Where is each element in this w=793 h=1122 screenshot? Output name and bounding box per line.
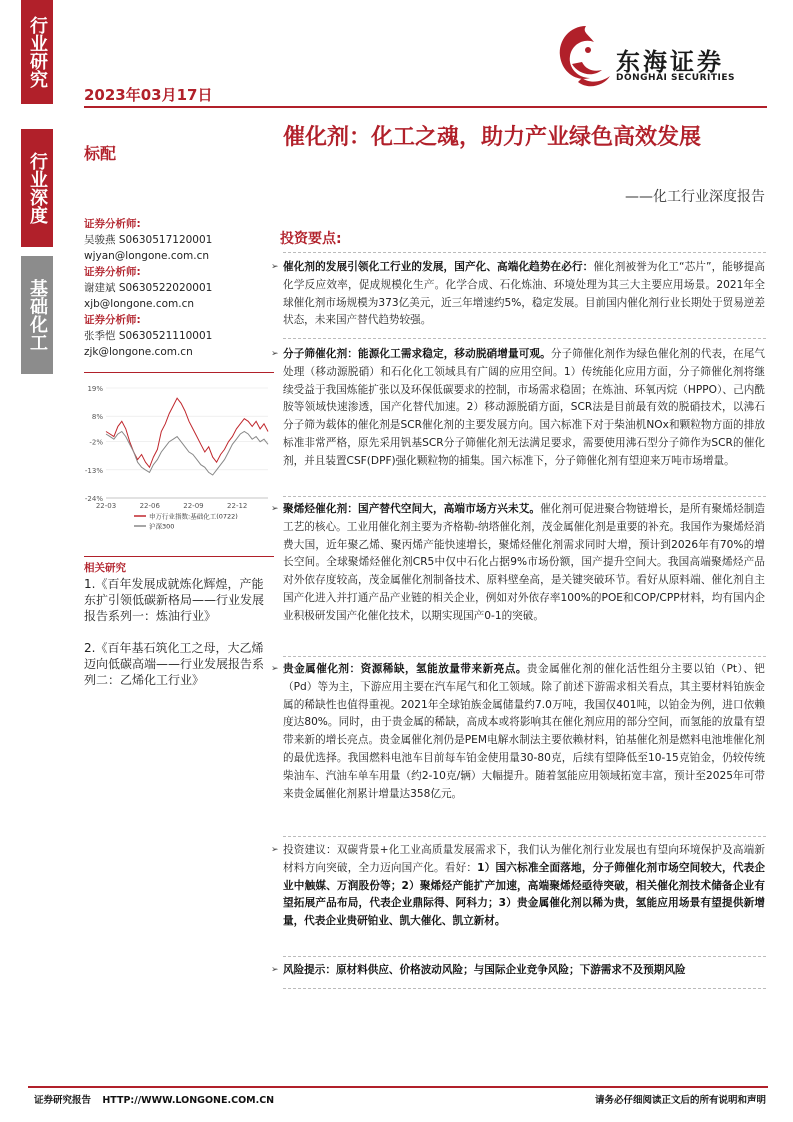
x-tick-label: 22-09 <box>183 502 204 510</box>
divider <box>283 338 766 339</box>
divider <box>283 496 766 497</box>
analyst-email[interactable]: zjk@longone.com.cn <box>84 346 193 358</box>
point-3 <box>271 501 766 626</box>
arrow-icon: ➢ <box>271 262 279 272</box>
footer-url[interactable]: HTTP://WWW.LONGONE.COM.CN <box>102 1095 275 1106</box>
point-body: 贵金属催化剂的催化活性组分主要以铂（Pt）、钯（Pd）等为主，下游应用主要在汽车尾气和化工领域。除了前述下游需求相关看点，其主要材料铂族金属的稀缺性也值得重视。2021年全球铂族金属储量约7.0万吨，我国仅401吨，以铂金为例，进口依赖度达80%。同时，由于贵金属的稀缺，高成本或将影响其在催化剂应用的部分空间，而氢能的放量有望带来新的增长亮点。贵金属催化剂仍是PEM电解水制法主要依赖材料，铂基催化剂是燃料电池堆催化剂的最优选择。我国燃料电池车目前每车铂金使用量30-80克，后续有望降低至10-15克铂金，仍较传统柴油车、汽油车单车用量（约2-10克/辆）大幅提升。随着氢能应用领域拓宽丰富，预计至2025年可带来贵金属催化剂累计增量达358亿元。 <box>283 663 765 800</box>
related-divider <box>84 556 274 557</box>
analyst-email[interactable]: xjb@longone.com.cn <box>84 298 195 310</box>
y-tick-label: 19% <box>87 385 103 393</box>
point-tail: 原材料供应、价格波动风险；与国际企业竞争风险；下游需求不及预期风险 <box>335 964 686 976</box>
analyst-2 <box>84 264 274 312</box>
arrow-icon: ➢ <box>271 349 279 359</box>
analyst-name: 吴骏燕 S0630517120001 <box>84 234 213 246</box>
footer-left <box>34 1092 274 1106</box>
point-tail: 1）国六标准全面落地，分子筛催化剂市场空间较大，代表企业中触媒、万润股份等；2）聚烯烃产能扩产加速，高端聚烯烃亟待突破，相关催化剂技术储备企业有望拓展产品布局，代表企业鼎际得、阿科力；3）贵金属催化剂以稀为贵，氢能应用场景有望提供新增量，代表企业贵研铂业、凯大催化、凯立新材。 <box>283 861 766 928</box>
analyst-label: 证券分析师: <box>84 314 141 326</box>
related-label: 相关研究 <box>84 562 126 574</box>
analyst-3 <box>84 312 274 360</box>
x-tick-label: 22-03 <box>95 502 117 510</box>
divider <box>283 252 766 253</box>
legend-label-1: 申万行业指数:基础化工(0722) <box>149 512 238 521</box>
arrow-icon: ➢ <box>271 965 279 975</box>
point-2 <box>271 346 765 471</box>
arrow-icon: ➢ <box>271 504 279 514</box>
y-tick-label: -13% <box>84 466 103 475</box>
divider <box>283 656 766 657</box>
invest-label: 投资要点: <box>280 231 342 247</box>
analyst-label: 证券分析师: <box>84 218 141 230</box>
page-title: 催化剂：化工之魂，助力产业绿色高效发展 <box>283 125 702 150</box>
analyst-name: 谢建斌 S0630522020001 <box>84 282 213 294</box>
logo <box>548 20 768 96</box>
point-4 <box>271 661 765 803</box>
analyst-list <box>84 216 274 360</box>
point-head: 风险提示： <box>283 964 336 976</box>
divider <box>283 836 766 837</box>
related-item-1[interactable]: 1.《百年发展成就炼化辉煌，产能东扩引领低碳新格局——行业发展报告系列一：炼油行业》 <box>84 577 265 623</box>
series-line-2 <box>106 432 268 476</box>
point-5 <box>271 842 766 931</box>
analyst-email[interactable]: wjyan@longone.com.cn <box>84 250 210 262</box>
point-body: 催化剂可促进聚合物链增长，是所有聚烯烃制造工艺的核心。工业用催化剂主要为齐格勒-纳塔催化剂，茂金属催化剂是重要的补充。我国作为聚烯烃消费大国，近年聚乙烯、聚丙烯产能快速增长，聚烯烃催化剂需求同时大增，预计到2026年有70%的增长空间。全球聚烯烃催化剂CR5中仅中石化占据9%市场份额，国产提升空间大。我国高端聚烯烃产品对外依存度较高，茂金属催化剂制备技术、原料壁垒高，是关键突破环节。看好从原料端、催化剂自主国产化进入并打通产品产业链的相关企业，例如对外依存率100%的POE和COP/CPP材料，均有国内企业积极研发国产化催化技术，以期实现国产0-1的突破。 <box>283 503 766 622</box>
y-tick-label: -24% <box>84 495 103 503</box>
point-head: 聚烯烃催化剂：国产替代空间大，高端市场方兴未艾。 <box>283 503 541 515</box>
analyst-1 <box>84 216 274 264</box>
point-head: 贵金属催化剂：资源稀缺，氢能放量带来新亮点。 <box>283 663 527 675</box>
logo-mark-icon <box>548 20 618 96</box>
footer-divider <box>28 1086 768 1088</box>
tab-sector <box>21 256 53 374</box>
header-divider <box>84 106 767 108</box>
point-body: 分子筛催化剂作为绿色催化剂的代表，在尾气处理（移动源脱硝）和石化化工领域具有广阔的应用空间。1）传统能化应用方面，分子筛催化剂将继续受益于我国炼能扩张以及环保低碳要求的控制，市场需求稳固；在炼油、环氧丙烷（HPPO）、己内酰胺等领域快速渗透，国产化替代加速。2）移动源脱硝方面，SCR法是目前最有效的脱硝技术，以沸石分子筛为载体的催化剂是SCR催化剂的主要发展方向。国六标准下对于柴油机NOx和颗粒物方面的排放标准非常严格，原先采用钒基SCR分子筛催化剂无法满足要求，需要使用沸石型分子筛作为SCR的催化剂，并且装置CSF(DPF)强化颗粒物的捕集。国六标准下，分子筛催化剂有望迎来万吨市场增量。 <box>283 348 765 467</box>
x-tick-label: 22-12 <box>227 502 248 510</box>
page-subtitle: ——化工行业深度报告 <box>625 189 765 205</box>
x-tick-label: 22-06 <box>139 502 160 510</box>
legend-label-2: 沪深300 <box>149 522 175 531</box>
footer-disclaimer: 请务必仔细阅读正文后的所有说明和声明 <box>594 1095 766 1106</box>
logo-en: DONGHAI SECURITIES <box>616 73 735 83</box>
divider <box>283 988 766 989</box>
y-tick-label: -2% <box>89 438 103 447</box>
report-date: 2023年03月17日 <box>84 86 213 104</box>
point-head: 催化剂的发展引领化工行业的发展，国产化、高端化趋势在必行： <box>283 261 594 273</box>
divider <box>283 956 766 957</box>
point-6 <box>271 962 765 980</box>
analyst-divider <box>84 372 274 373</box>
series-line-1 <box>106 398 268 467</box>
arrow-icon: ➢ <box>271 664 279 674</box>
y-tick-label: 8% <box>91 413 103 422</box>
logo-cn: 东海证券 <box>616 48 724 76</box>
performance-chart <box>84 380 274 542</box>
footer-report-type: 证券研究报告 <box>34 1095 92 1106</box>
related-item-2[interactable]: 2.《百年基石筑化工之母，大乙烯迈向低碳高端——行业发展报告系列二：乙烯化工行业》 <box>84 641 265 687</box>
tab-sector-label: 基础化工 <box>27 279 48 351</box>
chart-svg <box>84 380 274 542</box>
tab-industry-research-label: 行业研究 <box>27 16 48 88</box>
tab-industry-depth-label: 行业深度 <box>27 152 48 224</box>
point-body: 催化剂被誉为化工“芯片”，能够提高化学反应效率，促成规模化生产。化学合成、石化炼油、环境处理为其三大主要应用场景。2021年全球催化剂市场规模为373亿美元，近三年增速约5%，稳定发展。目前国内催化剂行业长期处于贸易逆差状态，未来国产替代趋势较强。 <box>283 261 765 327</box>
tab-industry-depth <box>21 126 53 247</box>
point-head: 分子筛催化剂：能源化工需求稳定，移动脱硝增量可观。 <box>283 348 551 360</box>
analyst-name: 张季恺 S0630521110001 <box>84 330 213 342</box>
analyst-label: 证券分析师: <box>84 266 141 278</box>
arrow-icon: ➢ <box>271 845 279 855</box>
point-body: 投资建议：双碳背景+化工业高质量发展需求下，我们认为催化剂行业发展也有望向环境保护及高端新材料方向突破，全力迈向国产化。看好： <box>283 844 765 874</box>
point-1 <box>271 259 765 330</box>
rating: 标配 <box>84 144 117 163</box>
tab-industry-research <box>21 0 53 104</box>
